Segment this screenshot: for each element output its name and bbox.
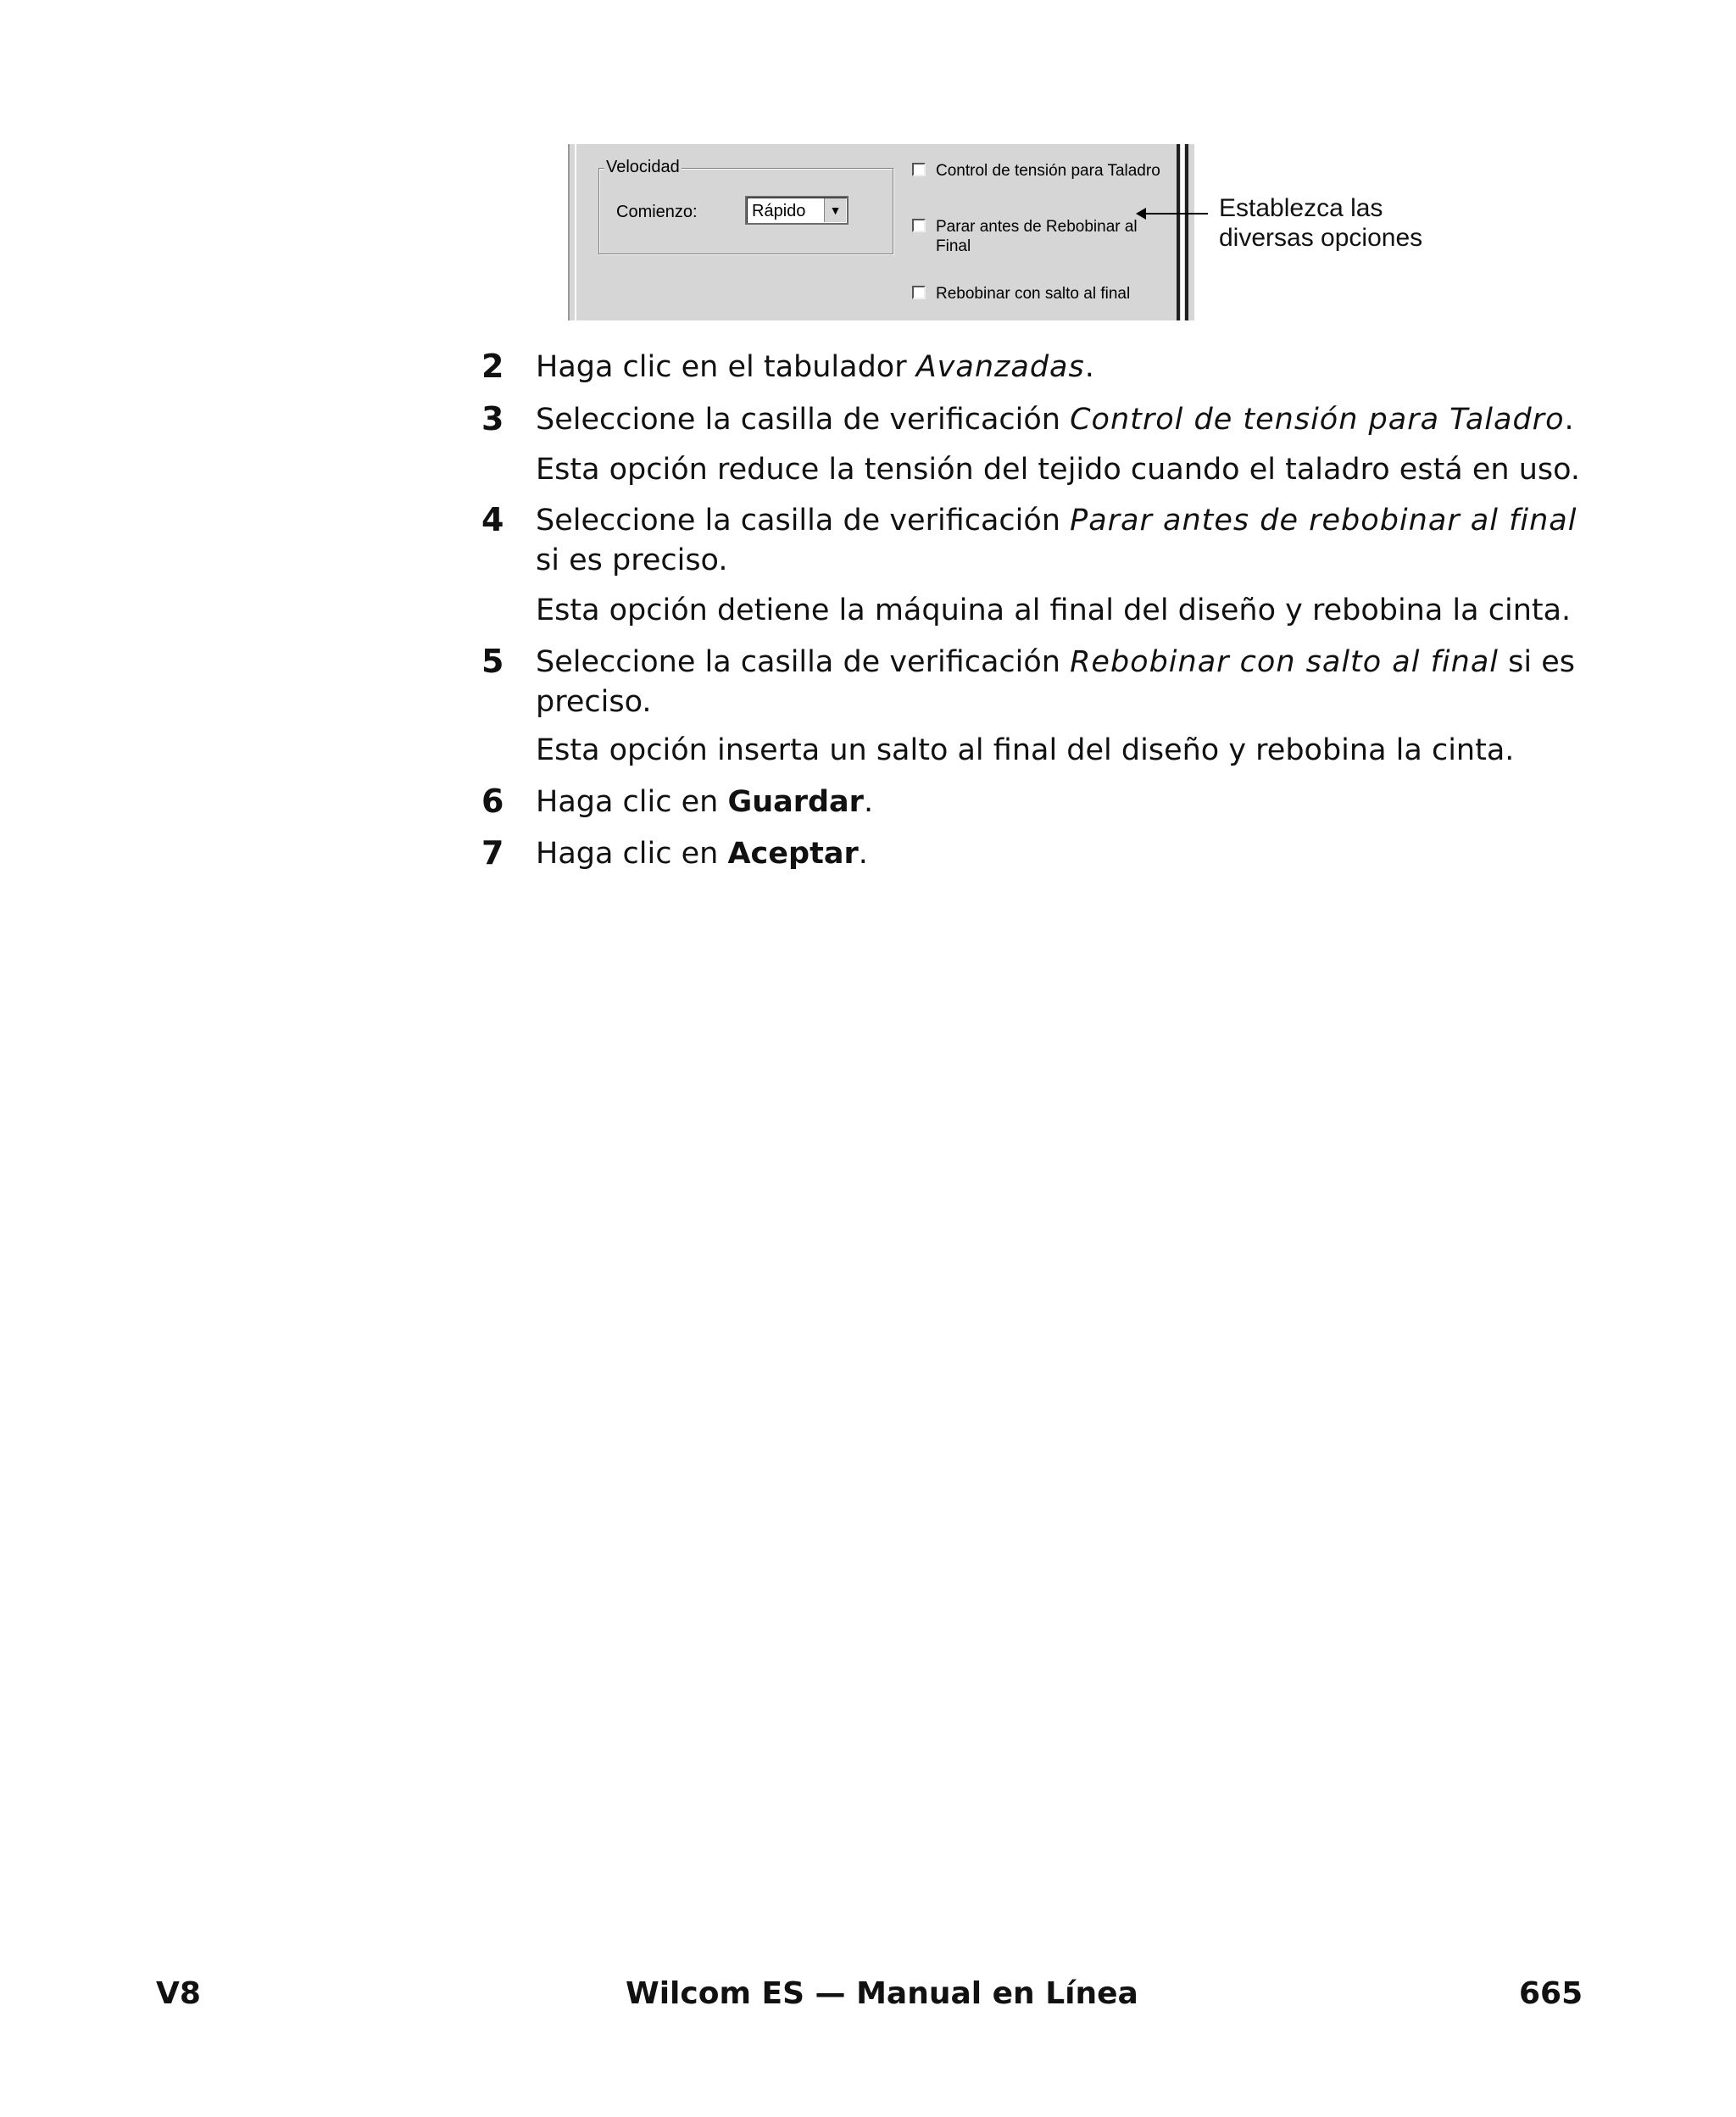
footer-title: Wilcom ES — Manual en Línea: [626, 1976, 1138, 2011]
step-number: 6: [481, 783, 504, 820]
callout-text: [1219, 193, 1422, 253]
step-term: Parar antes de rebobinar al final: [1070, 504, 1577, 538]
step-text-part: .: [1084, 350, 1094, 384]
step-text-part: Seleccione la casilla de verificación: [536, 504, 1071, 538]
step-text: [536, 501, 1587, 581]
start-dropdown-value: Rápido: [752, 202, 806, 220]
step-number: 4: [481, 501, 504, 538]
speed-group-label: Velocidad: [606, 158, 680, 176]
stop-checkbox[interactable]: [912, 219, 926, 232]
step-number: 7: [481, 834, 504, 872]
speed-group: [598, 158, 893, 254]
step-text-part: Seleccione la casilla de verificación: [536, 645, 1071, 679]
step-text-part: Seleccione la casilla de verificación: [536, 403, 1071, 437]
jump-checkbox-label: Rebobinar con salto al final: [936, 285, 1131, 303]
step-term: Control de tensión para Taladro: [1070, 403, 1565, 437]
step-text-part: Haga clic en: [536, 837, 728, 871]
step-term: Rebobinar con salto al final: [1070, 645, 1500, 679]
callout-line-1: Establezca las: [1219, 194, 1383, 222]
step-text-part: .: [858, 837, 868, 871]
step-text: [536, 783, 1587, 822]
start-label: Comienzo:: [616, 203, 698, 221]
dialog-right-border-outer: [1185, 144, 1188, 320]
step-text-part: .: [1564, 403, 1574, 437]
dialog-right-gap: [1181, 144, 1184, 320]
jump-checkbox[interactable]: [912, 286, 926, 299]
callout-arrow-line: [1140, 213, 1208, 214]
footer-version: V8: [156, 1976, 201, 2011]
dialog-left-edge: [563, 144, 570, 320]
step-text-part: Haga clic en: [536, 785, 728, 819]
step-note: Esta opción inserta un salto al final del diseño y rebobina la cinta.: [536, 733, 1515, 767]
step-term: Aceptar: [727, 837, 859, 871]
dialog-screenshot: [563, 144, 1194, 320]
step-text: [536, 643, 1587, 722]
dialog-left-edge-highlight: [575, 144, 576, 320]
step-text-part: Haga clic en el tabulador: [536, 350, 916, 384]
callout-arrow-icon: [1136, 208, 1146, 220]
step-text: [536, 400, 1587, 440]
step-term: Guardar: [727, 785, 864, 819]
dialog-right-border: [1177, 144, 1180, 320]
step-term: Avanzadas: [915, 350, 1085, 384]
start-dropdown[interactable]: [745, 196, 849, 225]
step-text-part: si es preciso.: [536, 645, 1575, 719]
step-note: Esta opción detiene la máquina al final del diseño y rebobina la cinta.: [536, 593, 1572, 627]
chevron-down-icon[interactable]: ▼: [824, 198, 846, 222]
step-text-part: .: [863, 785, 874, 819]
callout-line-2: diversas opciones: [1219, 224, 1423, 252]
step-text: [536, 834, 1587, 874]
tension-checkbox-label: Control de tensión para Taladro: [936, 162, 1160, 180]
step-text-part: si es preciso.: [536, 543, 728, 577]
stop-checkbox-label: Parar antes de Rebobinar al Final: [936, 218, 1138, 255]
tension-checkbox[interactable]: [912, 163, 926, 176]
step-text: [536, 348, 1587, 387]
step-number: 3: [481, 400, 504, 437]
step-number: 2: [481, 348, 504, 385]
step-number: 5: [481, 643, 504, 680]
step-note: Esta opción reduce la tensión del tejido cuando el taladro está en uso.: [536, 453, 1581, 487]
page-number: 665: [1519, 1976, 1583, 2011]
